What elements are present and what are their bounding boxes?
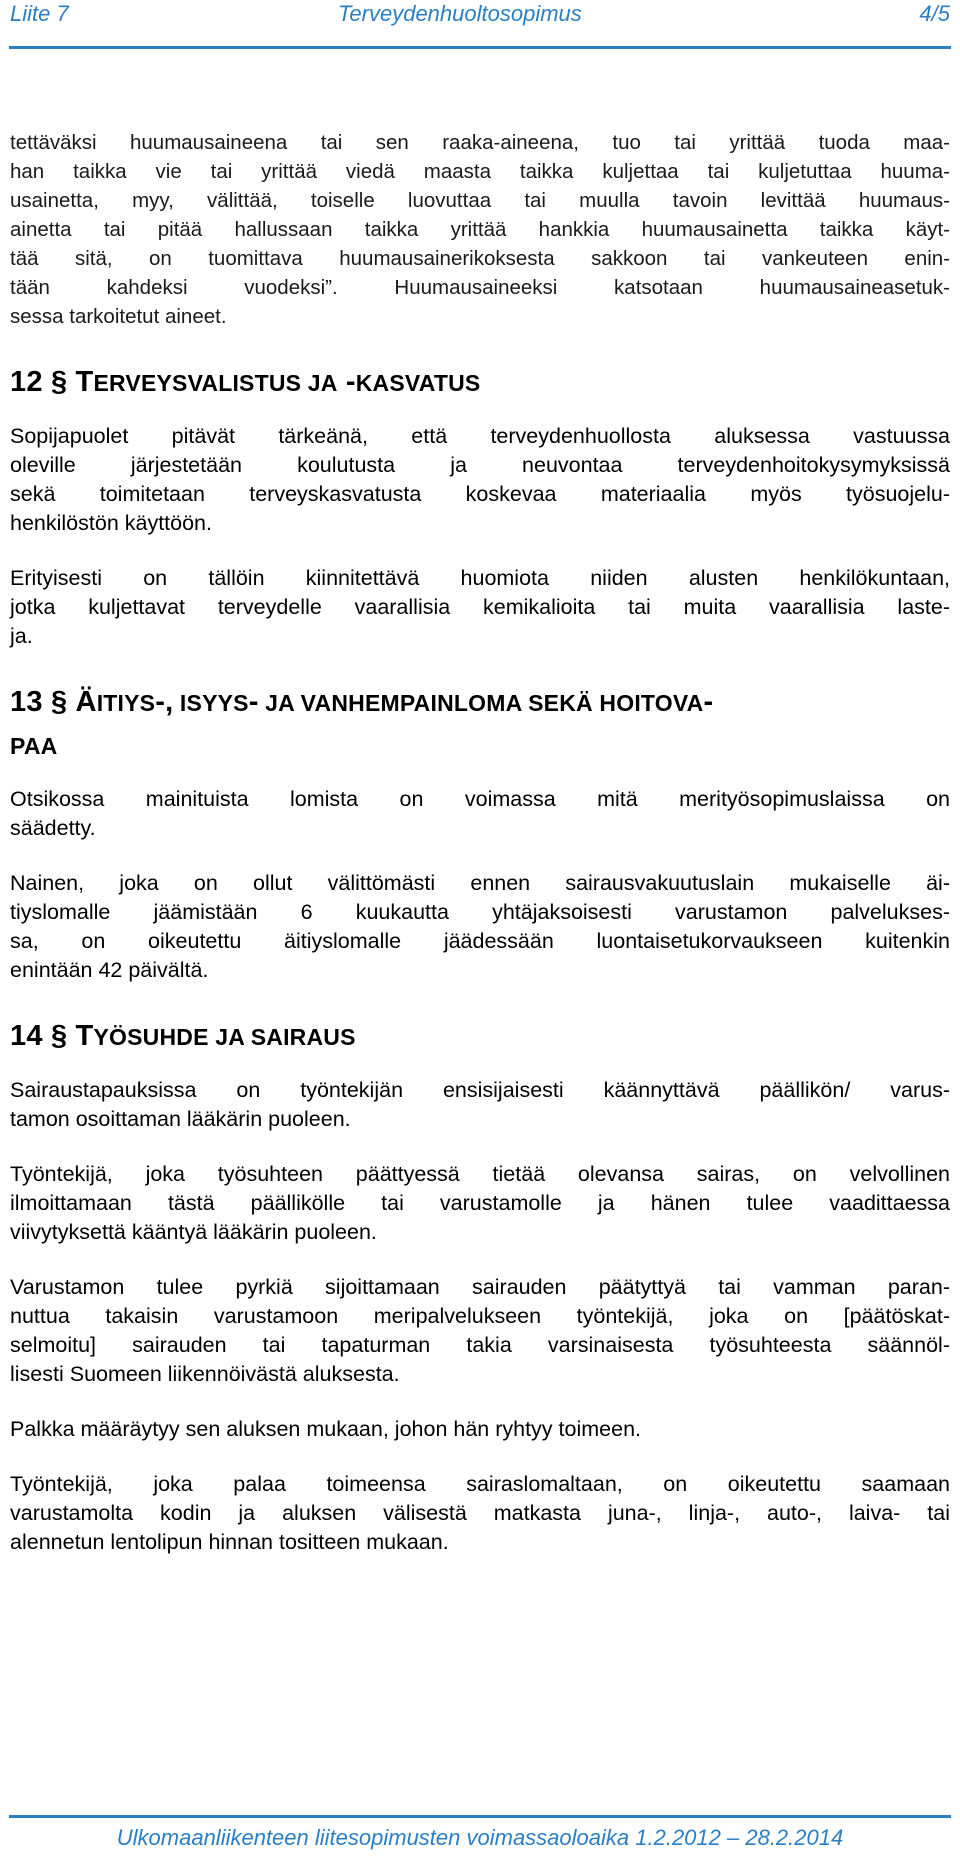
section-12-paragraph-2 [10,564,950,651]
text-line: tamon osoittaman lääkärin puoleen. [10,1107,351,1131]
heading-text: ISYYS [173,690,249,716]
text-line: ainetta tai pitää hallussaan taikka yrittää hankkia huumausainetta taikka käyt- [10,218,950,241]
heading-text: ITIYS [96,690,156,716]
text-line: enintään 42 päivältä. [10,958,209,982]
heading-text: ERVEYSVALISTUS JA [93,370,338,396]
text-line: tiyslomalle jäämistään 6 kuukautta yhtäjaksoisesti varustamon palvelukses- [10,900,950,924]
text-line: säädetty. [10,816,96,840]
text-line: Varustamon tulee pyrkiä sijoittamaan sairauden päätyttyä tai vamman paran- [10,1275,950,1299]
page-footer: Ulkomaanliikenteen liitesopimusten voimassaoloaika 1.2.2012 – 28.2.2014 [116,1825,844,1850]
text-line: Työntekijä, joka palaa toimeensa sairaslomaltaan, on oikeutettu saamaan [10,1472,950,1496]
section-14-heading [10,1015,950,1058]
page-header [9,0,951,30]
header-appendix-label: Liite 7 [10,1,69,26]
heading-dash: -, [155,686,174,718]
text-line: Nainen, joka on ollut välittömästi ennen sairausvakuutuslain mukaiselle äi- [10,871,950,895]
text-line: han taikka vie tai yrittää viedä maasta taikka kuljettaa tai kuljetuttaa huuma- [10,160,950,183]
text-line: nuttua takaisin varustamoon meripalvelukseen työntekijä, joka on [päätöskat- [10,1304,950,1328]
section-sign: § [50,366,68,398]
text-line: alennetun lentolipun hinnan tositteen mukaan. [10,1530,449,1554]
heading-initial: Ä [75,686,97,718]
section-14-paragraph-4 [10,1415,950,1444]
section-12-heading [10,361,950,404]
section-14-paragraph-5 [10,1470,950,1557]
section-number: 13 [10,686,43,718]
text-line: Työntekijä, joka työsuhteen päättyessä tietää olevansa sairas, on velvollinen [10,1162,950,1186]
text-line: sessa tarkoitetut aineet. [10,305,227,328]
text-line: ja. [10,624,33,648]
heading-text: PAA [10,733,58,759]
text-line: tettäväksi huumausaineena tai sen raaka-aineena, tuo tai yrittää tuoda maa- [10,131,950,154]
heading-dash: - [703,686,714,718]
text-line: varustamolta kodin ja aluksen välisestä matkasta juna-, linja-, auto-, laiva- tai [10,1501,950,1525]
heading-initial: T [75,1020,94,1052]
text-line: viivytyksettä kääntyä lääkärin puoleen. [10,1220,377,1244]
section-number: 12 [10,366,43,398]
text-line: tää sitä, on tuomittava huumausainerikoksesta sakkoon tai vankeuteen enin- [10,247,950,270]
header-document-title: Terveydenhuoltosopimus [338,1,582,26]
heading-text: YÖSUHDE JA SAIRAUS [93,1024,356,1050]
section-number: 14 [10,1020,43,1052]
text-line: usainetta, myy, välittää, toiselle luovuttaa tai muulla tavoin levittää huumaus- [10,189,950,212]
header-page-number: 4/5 [919,1,950,26]
text-line: jotka kuljettavat terveydelle vaarallisia kemikalioita tai muita vaarallisia laste- [10,595,950,619]
text-line: Sairaustapauksissa on työntekijän ensisijaisesti käännyttävä päällikön/ varus- [10,1078,950,1102]
intro-paragraph [10,128,950,331]
header-divider [9,46,951,49]
footer-divider [9,1815,951,1818]
text-line: selmoitu] sairauden tai tapaturman takia varsinaisesta työsuhteesta säännöl- [10,1333,950,1357]
section-sign: § [50,686,68,718]
text-line: Otsikossa mainituista lomista on voimassa mitä merityösopimuslaissa on [10,787,950,811]
text-line: Palkka määräytyy sen aluksen mukaan, johon hän ryhtyy toimeen. [10,1417,641,1441]
section-13-heading [10,681,950,767]
text-line: Erityisesti on tällöin kiinnitettävä huomiota niiden alusten henkilökuntaan, [10,566,950,590]
text-line: lisesti Suomeen liikennöivästä aluksesta. [10,1362,400,1386]
heading-text: JA VANHEMPAINLOMA SEKÄ HOITOVA [258,690,704,716]
text-line: ilmoittamaan tästä päällikölle tai varustamolle ja hänen tulee vaadittaessa [10,1191,950,1215]
section-14-paragraph-2 [10,1160,950,1247]
text-line: henkilöstön käyttöön. [10,511,212,535]
document-body [10,128,950,1557]
section-14-paragraph-3 [10,1273,950,1389]
heading-dash: - [248,686,259,718]
section-14-paragraph-1 [10,1076,950,1134]
section-13-paragraph-1 [10,785,950,843]
heading-text: KASVATUS [355,370,481,396]
heading-dash: - [337,366,356,398]
text-line: sekä toimitetaan terveyskasvatusta koskevaa materiaalia myös työsuojelu- [10,482,950,506]
text-line: Sopijapuolet pitävät tärkeänä, että terveydenhuollosta aluksessa vastuussa [10,424,950,448]
text-line: oleville järjestetään koulutusta ja neuvontaa terveydenhoitokysymyksissä [10,453,950,477]
section-sign: § [50,1020,68,1052]
section-13-paragraph-2 [10,869,950,985]
text-line: sa, on oikeutettu äitiyslomalle jäädessään luontaisetukorvaukseen kuitenkin [10,929,950,953]
text-line: tään kahdeksi vuodeksi”. Huumausaineeksi katsotaan huumausaineasetuk- [10,276,950,299]
section-12-paragraph-1 [10,422,950,538]
heading-initial: T [75,366,94,398]
